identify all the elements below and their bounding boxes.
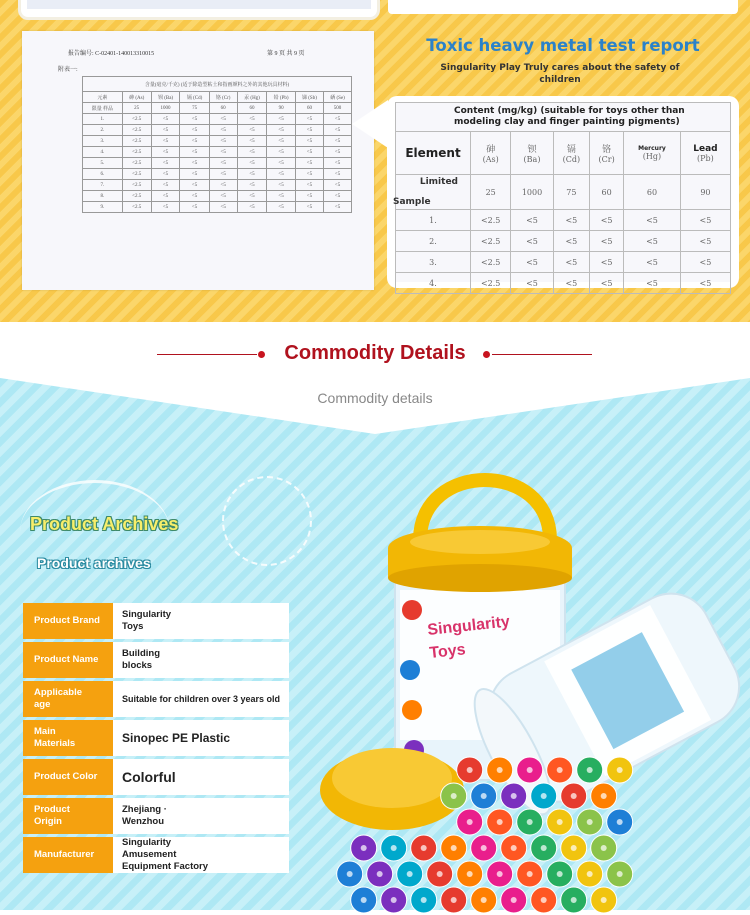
snowflake-block-hole bbox=[557, 871, 563, 877]
doc-sample-row bbox=[83, 180, 352, 191]
doc-sample-cell: 5. bbox=[83, 158, 123, 169]
report-title: Toxic heavy metal test report bbox=[426, 36, 700, 55]
decorative-circle bbox=[222, 476, 312, 566]
report-attachment-label: 附表一: bbox=[58, 67, 78, 73]
doc-element-header: 元素 bbox=[83, 92, 123, 103]
doc-value-cell: <5 bbox=[180, 202, 209, 213]
doc-limit-cell: 75 bbox=[180, 103, 209, 114]
spec-row bbox=[23, 720, 289, 756]
doc-value-cell: <5 bbox=[267, 191, 295, 202]
doc-value-cell: <5 bbox=[324, 114, 352, 125]
zoom-value-cell: <5 bbox=[590, 252, 624, 273]
snowflake-block-hole bbox=[587, 819, 593, 825]
jar-brand-line-2: Toys bbox=[428, 641, 467, 662]
product-jar-illustration bbox=[300, 440, 750, 910]
spec-label: Product Origin bbox=[23, 798, 113, 834]
snowflake-block-hole bbox=[571, 897, 577, 903]
doc-value-cell: <2.5 bbox=[122, 147, 151, 158]
doc-limit-cell: 500 bbox=[324, 103, 352, 114]
element-symbol: (As) bbox=[482, 155, 499, 164]
doc-value-cell: <5 bbox=[151, 158, 180, 169]
snowflake-block-hole bbox=[527, 871, 533, 877]
zoom-caption-row bbox=[396, 103, 731, 132]
doc-value-cell: <5 bbox=[209, 180, 237, 191]
zoom-value-cell: <5 bbox=[680, 252, 730, 273]
doc-sample-row bbox=[83, 191, 352, 202]
doc-value-cell: <2.5 bbox=[122, 191, 151, 202]
snowflake-block-hole bbox=[527, 767, 533, 773]
archives-title: Product Archives bbox=[30, 514, 179, 534]
snowflake-block-hole bbox=[451, 897, 457, 903]
zoom-element-cell bbox=[511, 132, 553, 175]
doc-value-cell: <2.5 bbox=[122, 125, 151, 136]
snowflake-block-hole bbox=[571, 845, 577, 851]
report-page: 第 9 页 共 9 页 bbox=[267, 51, 305, 57]
doc-sample-cell: 7. bbox=[83, 180, 123, 191]
zoom-limit-cell: 25 bbox=[471, 175, 511, 210]
doc-value-cell: <5 bbox=[180, 169, 209, 180]
zoom-value-cell: <5 bbox=[553, 210, 590, 231]
doc-value-cell: <5 bbox=[209, 202, 237, 213]
doc-value-cell: <5 bbox=[295, 180, 323, 191]
doc-limit-cell: 25 bbox=[122, 103, 151, 114]
doc-value-cell: <5 bbox=[324, 158, 352, 169]
doc-value-cell: <5 bbox=[151, 125, 180, 136]
zoom-element-label bbox=[396, 132, 471, 175]
doc-limit-row bbox=[83, 103, 352, 114]
doc-value-cell: <5 bbox=[324, 147, 352, 158]
snowflake-block-hole bbox=[511, 793, 517, 799]
heading-rule-left bbox=[157, 354, 257, 355]
doc-value-cell: <5 bbox=[237, 169, 267, 180]
zoom-sample-cell: 4. bbox=[396, 273, 471, 294]
report-document-table bbox=[82, 76, 352, 213]
doc-value-cell: <5 bbox=[237, 114, 267, 125]
snowflake-block-hole bbox=[467, 871, 473, 877]
doc-value-cell: <5 bbox=[151, 147, 180, 158]
snowflake-block-hole bbox=[361, 845, 367, 851]
zoom-element-cell bbox=[680, 132, 730, 175]
snowflake-block-hole bbox=[587, 767, 593, 773]
doc-value-cell: <5 bbox=[324, 136, 352, 147]
snowflake-block-hole bbox=[601, 793, 607, 799]
element-symbol: (Cd) bbox=[562, 155, 581, 164]
spec-label: Product Name bbox=[23, 642, 113, 678]
doc-value-cell: <5 bbox=[267, 169, 295, 180]
spec-value-text: Singularity Amusement Equipment Factory bbox=[122, 837, 209, 872]
doc-value-cell: <5 bbox=[295, 114, 323, 125]
doc-value-cell: <5 bbox=[209, 169, 237, 180]
doc-value-cell: <5 bbox=[180, 136, 209, 147]
spec-row bbox=[23, 642, 289, 678]
snowflake-block-hole bbox=[467, 819, 473, 825]
doc-value-cell: <5 bbox=[180, 114, 209, 125]
zoom-value-cell: <2.5 bbox=[471, 210, 511, 231]
snowflake-block-hole bbox=[601, 897, 607, 903]
doc-value-cell: <2.5 bbox=[122, 114, 151, 125]
zoom-value-cell: <2.5 bbox=[471, 252, 511, 273]
doc-sample-cell: 9. bbox=[83, 202, 123, 213]
doc-value-cell: <5 bbox=[151, 180, 180, 191]
doc-value-cell: <2.5 bbox=[122, 202, 151, 213]
doc-sample-cell: 4. bbox=[83, 147, 123, 158]
spec-value bbox=[113, 642, 289, 678]
zoom-element-cell bbox=[624, 132, 681, 175]
spec-value bbox=[113, 720, 289, 756]
snowflake-block-hole bbox=[391, 897, 397, 903]
doc-value-cell: <5 bbox=[209, 125, 237, 136]
test-report-banner bbox=[0, 0, 750, 322]
doc-limit-header: 限量 样品 bbox=[83, 103, 123, 114]
snowflake-block-hole bbox=[511, 845, 517, 851]
doc-value-cell: <5 bbox=[151, 191, 180, 202]
doc-value-cell: <5 bbox=[295, 125, 323, 136]
zoom-value-cell: <5 bbox=[590, 273, 624, 294]
doc-limit-cell: 60 bbox=[209, 103, 237, 114]
zoom-value-cell: <5 bbox=[511, 231, 553, 252]
doc-value-cell: <5 bbox=[295, 202, 323, 213]
snowflake-block-hole bbox=[497, 819, 503, 825]
spec-value-text: Sinopec PE Plastic bbox=[122, 731, 231, 745]
jar-brand-line-1: Singularity bbox=[426, 613, 511, 639]
doc-value-cell: <5 bbox=[209, 114, 237, 125]
doc-sample-cell: 1. bbox=[83, 114, 123, 125]
report-number: 报告编号: C-02401-140013310015 bbox=[68, 51, 155, 57]
element-name: 铬 bbox=[602, 145, 612, 155]
snowflake-block-hole bbox=[481, 793, 487, 799]
spec-value-text: Zhejiang · Wenzhou bbox=[122, 804, 167, 827]
zoom-element-cell bbox=[471, 132, 511, 175]
doc-sample-row bbox=[83, 114, 352, 125]
spec-label: Applicable age bbox=[23, 681, 113, 717]
zoom-sample-cell: 3. bbox=[396, 252, 471, 273]
zoom-caption: Content (mg/kg) (suitable for toys other than modeling clay and finger painting pigments) bbox=[396, 103, 731, 132]
doc-value-cell: <5 bbox=[295, 191, 323, 202]
zoom-limit-row bbox=[396, 175, 731, 210]
doc-sample-row bbox=[83, 136, 352, 147]
spec-row bbox=[23, 603, 289, 639]
doc-value-cell: <5 bbox=[151, 169, 180, 180]
spec-value bbox=[113, 837, 289, 873]
doc-value-cell: <5 bbox=[209, 147, 237, 158]
doc-element-cell: 硒 (Se) bbox=[324, 92, 352, 103]
snowflake-block-hole bbox=[541, 897, 547, 903]
snowflake-block-hole bbox=[361, 897, 367, 903]
doc-value-cell: <5 bbox=[151, 136, 180, 147]
zoom-value-cell: <5 bbox=[680, 210, 730, 231]
snowflake-block-hole bbox=[511, 897, 517, 903]
doc-value-cell: <5 bbox=[237, 125, 267, 136]
snowflake-block-hole bbox=[481, 845, 487, 851]
zoom-sample-row bbox=[396, 252, 731, 273]
snowflake-block-hole bbox=[421, 845, 427, 851]
doc-sample-cell: 3. bbox=[83, 136, 123, 147]
doc-value-cell: <5 bbox=[237, 202, 267, 213]
doc-sample-row bbox=[83, 202, 352, 213]
spec-value bbox=[113, 681, 289, 717]
doc-element-row bbox=[83, 92, 352, 103]
zoom-limit-cell: 1000 bbox=[511, 175, 553, 210]
doc-value-cell: <5 bbox=[267, 125, 295, 136]
doc-sample-row bbox=[83, 158, 352, 169]
doc-element-cell: 镉 (Cd) bbox=[180, 92, 209, 103]
section-subheading: Commodity details bbox=[317, 390, 433, 406]
element-symbol: (Ba) bbox=[523, 155, 541, 164]
doc-value-cell: <2.5 bbox=[122, 158, 151, 169]
doc-limit-cell: 60 bbox=[237, 103, 267, 114]
zoom-limit-header bbox=[393, 175, 471, 210]
doc-sample-row bbox=[83, 169, 352, 180]
report-document-scan bbox=[22, 31, 374, 290]
doc-limit-cell: 60 bbox=[295, 103, 323, 114]
doc-value-cell: <5 bbox=[295, 136, 323, 147]
zoom-value-cell: <5 bbox=[624, 231, 681, 252]
zoom-limit-cell: 75 bbox=[553, 175, 590, 210]
spec-value-text: Suitable for children over 3 years old bbox=[122, 694, 281, 704]
doc-value-cell: <5 bbox=[324, 169, 352, 180]
doc-sample-row bbox=[83, 147, 352, 158]
doc-value-cell: <5 bbox=[237, 158, 267, 169]
doc-value-cell: <5 bbox=[180, 158, 209, 169]
report-zoom-callout bbox=[387, 96, 739, 288]
callout-tail bbox=[352, 100, 388, 148]
element-label-text: Element bbox=[405, 146, 461, 160]
section-heading: Commodity Details bbox=[284, 342, 466, 364]
element-symbol: (Hg) bbox=[642, 152, 662, 161]
zoom-value-cell: <2.5 bbox=[471, 273, 511, 294]
zoom-value-cell: <5 bbox=[680, 273, 730, 294]
heading-dot-right bbox=[483, 351, 490, 358]
snowflake-block-hole bbox=[587, 871, 593, 877]
doc-value-cell: <5 bbox=[324, 125, 352, 136]
doc-value-cell: <5 bbox=[151, 202, 180, 213]
doc-sample-cell: 6. bbox=[83, 169, 123, 180]
snowflake-block-hole bbox=[617, 767, 623, 773]
spec-label: Product Color bbox=[23, 759, 113, 795]
sample-label: Sample bbox=[393, 197, 431, 207]
snowflake-block-hole bbox=[527, 819, 533, 825]
doc-value-cell: <5 bbox=[237, 180, 267, 191]
zoom-value-cell: <5 bbox=[553, 231, 590, 252]
snowflake-block-hole bbox=[467, 767, 473, 773]
doc-value-cell: <5 bbox=[237, 147, 267, 158]
doc-element-cell: 锑 (Sb) bbox=[295, 92, 323, 103]
element-name: Mercury bbox=[638, 145, 666, 152]
snowflake-block-hole bbox=[617, 871, 623, 877]
snowflake-block-hole bbox=[557, 767, 563, 773]
snowflake-block-hole bbox=[497, 871, 503, 877]
doc-limit-cell: 90 bbox=[267, 103, 295, 114]
zoom-value-cell: <5 bbox=[511, 210, 553, 231]
snowflake-block-hole bbox=[481, 897, 487, 903]
doc-value-cell: <5 bbox=[180, 191, 209, 202]
previous-panel-edge bbox=[18, 0, 380, 20]
zoom-value-cell: <5 bbox=[624, 210, 681, 231]
snowflake-block-hole bbox=[557, 819, 563, 825]
spec-row bbox=[23, 798, 289, 834]
spec-value bbox=[113, 798, 289, 834]
snowflake-block-hole bbox=[541, 793, 547, 799]
limited-label: Limited bbox=[419, 177, 458, 187]
doc-value-cell: <5 bbox=[295, 147, 323, 158]
snowflake-block-hole bbox=[391, 845, 397, 851]
snowflake-block-hole bbox=[451, 793, 457, 799]
zoom-value-cell: <5 bbox=[680, 231, 730, 252]
zoom-element-cell bbox=[553, 132, 590, 175]
zoom-limit-cell: 60 bbox=[624, 175, 681, 210]
heading-rule-right bbox=[492, 354, 592, 355]
doc-value-cell: <5 bbox=[237, 191, 267, 202]
doc-limit-cell: 1000 bbox=[151, 103, 180, 114]
doc-value-cell: <5 bbox=[237, 136, 267, 147]
archives-subtitle: Product archives bbox=[37, 555, 151, 571]
doc-element-cell: 砷 (As) bbox=[122, 92, 151, 103]
spec-label: Product Brand bbox=[23, 603, 113, 639]
doc-caption-row bbox=[83, 77, 352, 92]
doc-value-cell: <5 bbox=[180, 147, 209, 158]
doc-value-cell: <5 bbox=[324, 202, 352, 213]
zoom-value-cell: <5 bbox=[590, 231, 624, 252]
doc-value-cell: <2.5 bbox=[122, 180, 151, 191]
spec-value-text: Colorful bbox=[122, 769, 176, 785]
spec-value bbox=[113, 603, 289, 639]
element-symbol: (Cr) bbox=[598, 155, 615, 164]
zoom-value-cell: <2.5 bbox=[471, 231, 511, 252]
zoom-value-cell: <5 bbox=[553, 252, 590, 273]
zoom-value-cell: <5 bbox=[590, 210, 624, 231]
doc-value-cell: <5 bbox=[180, 180, 209, 191]
element-name: 砷 bbox=[486, 145, 496, 155]
doc-value-cell: <5 bbox=[267, 136, 295, 147]
doc-value-cell: <5 bbox=[324, 191, 352, 202]
snowflake-block-hole bbox=[421, 897, 427, 903]
doc-caption: 含量(毫克/千克) (适于除造型粘土和指画颜料之外的其他玩具材料) bbox=[83, 77, 352, 92]
doc-element-cell: 汞 (Hg) bbox=[237, 92, 267, 103]
spec-value bbox=[113, 759, 289, 795]
zoom-element-row bbox=[396, 132, 731, 175]
zoom-sample-row bbox=[396, 210, 731, 231]
snowflake-block-hole bbox=[617, 819, 623, 825]
doc-value-cell: <5 bbox=[267, 158, 295, 169]
doc-element-cell: 铬 (Cr) bbox=[209, 92, 237, 103]
previous-panel-edge-right bbox=[388, 0, 738, 14]
spec-row bbox=[23, 759, 289, 795]
element-name: 钡 bbox=[527, 145, 537, 155]
snowflake-block-hole bbox=[451, 845, 457, 851]
zoom-sample-cell: 1. bbox=[396, 210, 471, 231]
snowflake-block-hole bbox=[377, 871, 383, 877]
doc-value-cell: <5 bbox=[295, 169, 323, 180]
element-symbol: (Pb) bbox=[697, 153, 714, 163]
doc-value-cell: <5 bbox=[267, 202, 295, 213]
doc-sample-row bbox=[83, 125, 352, 136]
doc-element-cell: 钡 (Ba) bbox=[151, 92, 180, 103]
doc-sample-cell: 8. bbox=[83, 191, 123, 202]
doc-value-cell: <5 bbox=[151, 114, 180, 125]
snowflake-block-hole bbox=[407, 871, 413, 877]
spec-value-text: Singularity Toys bbox=[122, 609, 172, 632]
zoom-sample-cell: 2. bbox=[396, 231, 471, 252]
doc-value-cell: <5 bbox=[209, 136, 237, 147]
snowflake-block-hole bbox=[541, 845, 547, 851]
zoom-value-cell: <5 bbox=[553, 273, 590, 294]
doc-value-cell: <2.5 bbox=[122, 136, 151, 147]
doc-value-cell: <5 bbox=[267, 147, 295, 158]
report-zoom-table bbox=[395, 102, 731, 294]
doc-value-cell: <5 bbox=[267, 114, 295, 125]
element-name: Lead bbox=[693, 143, 718, 154]
zoom-limit-cell: 60 bbox=[590, 175, 624, 210]
element-name: 镉 bbox=[566, 145, 576, 155]
zoom-value-cell: <5 bbox=[511, 273, 553, 294]
zoom-limit-cell: 90 bbox=[680, 175, 730, 210]
spec-row bbox=[23, 681, 289, 717]
doc-value-cell: <5 bbox=[180, 125, 209, 136]
heading-dot-left bbox=[258, 351, 265, 358]
snowflake-block-hole bbox=[571, 793, 577, 799]
zoom-value-cell: <5 bbox=[624, 252, 681, 273]
jar-svg bbox=[300, 440, 750, 910]
doc-value-cell: <5 bbox=[209, 158, 237, 169]
doc-element-cell: 铅 (Pb) bbox=[267, 92, 295, 103]
zoom-sample-row bbox=[396, 231, 731, 252]
zoom-value-cell: <5 bbox=[511, 252, 553, 273]
zoom-element-cell bbox=[590, 132, 624, 175]
snowflake-block-hole bbox=[497, 767, 503, 773]
zoom-sample-row bbox=[396, 273, 731, 294]
doc-value-cell: <5 bbox=[295, 158, 323, 169]
doc-value-cell: <2.5 bbox=[122, 169, 151, 180]
spec-label: Manufacturer bbox=[23, 837, 113, 873]
snowflake-block-hole bbox=[437, 871, 443, 877]
spec-row bbox=[23, 837, 289, 873]
doc-sample-cell: 2. bbox=[83, 125, 123, 136]
spec-value-text: Building blocks bbox=[122, 648, 160, 671]
doc-value-cell: <5 bbox=[324, 180, 352, 191]
doc-value-cell: <5 bbox=[209, 191, 237, 202]
snowflake-block-hole bbox=[347, 871, 353, 877]
doc-value-cell: <5 bbox=[267, 180, 295, 191]
report-subtitle: Singularity Play Truly cares about the safety of children bbox=[440, 63, 680, 85]
spec-label: Main Materials bbox=[23, 720, 113, 756]
snowflake-block-hole bbox=[601, 845, 607, 851]
zoom-value-cell: <5 bbox=[624, 273, 681, 294]
